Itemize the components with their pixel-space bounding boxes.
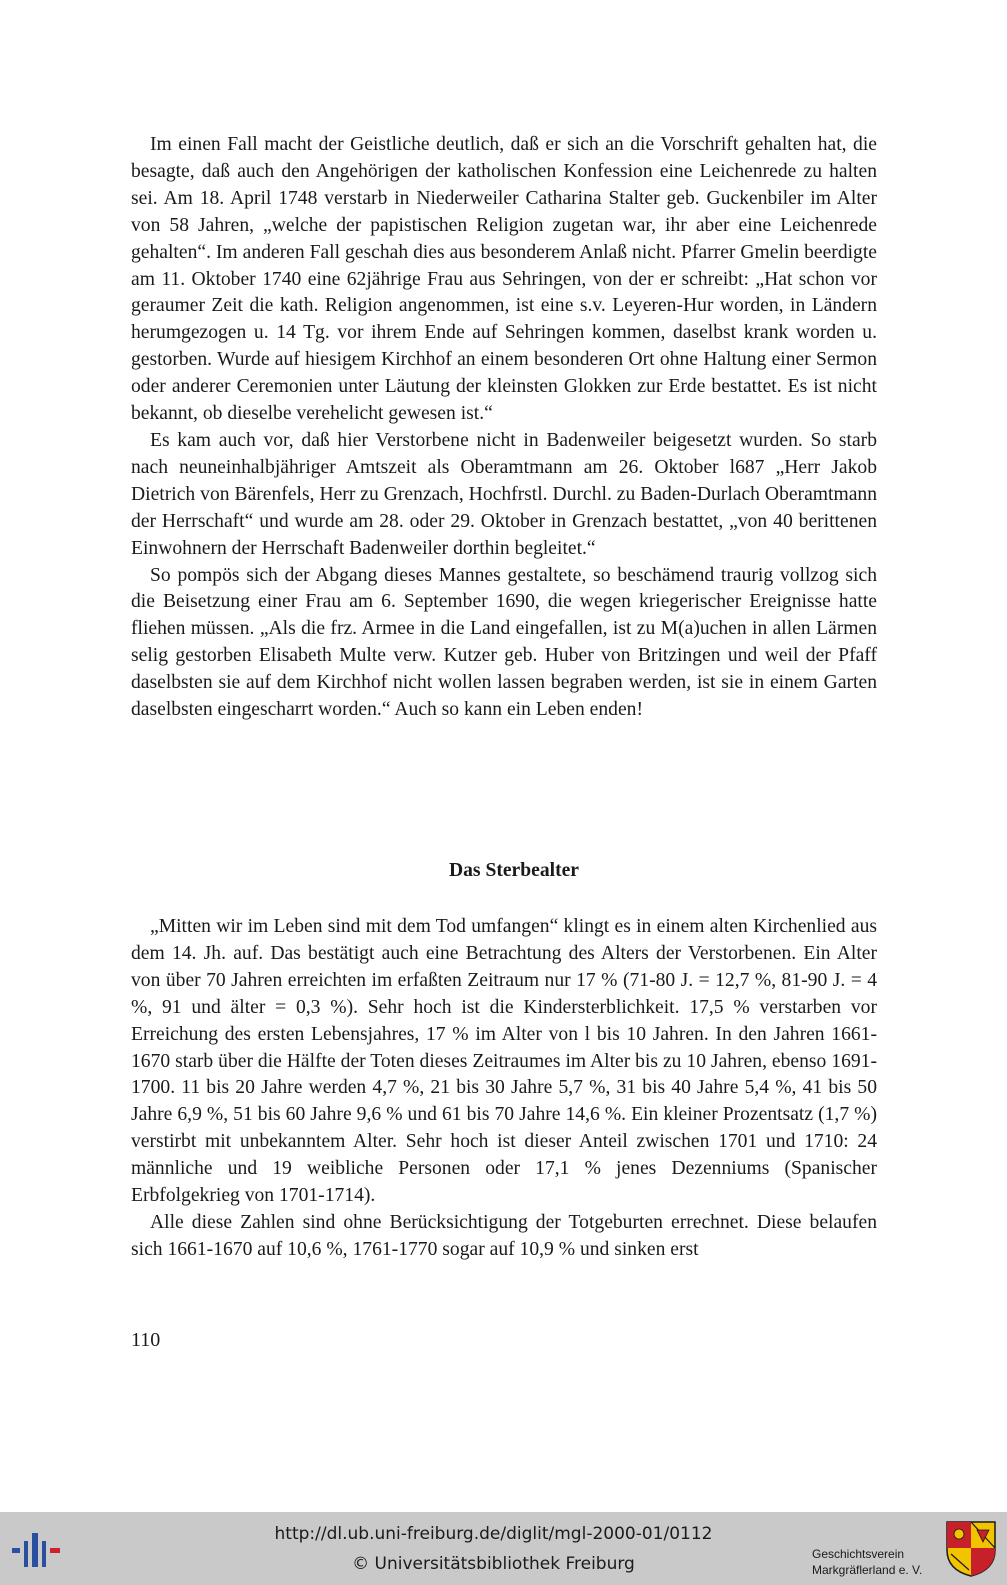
- footer-url-link[interactable]: http://dl.ub.uni-freiburg.de/diglit/mgl-2000-01/0112: [274, 1524, 713, 1544]
- paragraph-2: Es kam auch vor, daß hier Verstorbene nicht in Badenweiler beigesetzt wurden. So starb nach neuneinhalbjähriger Amtszeit als Oberamtmann am 26. Oktober l687 „Herr Jakob Dietrich von Bärenfels, Herr zu Grenzach, Hochfrstl. Durchl. zu Baden-Durlach Oberamtmann der Herrschaft“ und wurde am 28. oder 29. Oktober in Grenzach bestattet, „von 40 berittenen Einwohnern der Herrschaft Badenweiler dorthin begleitet.“: [131, 429, 877, 559]
- section-heading: Das Sterbealter: [448, 860, 580, 881]
- page-number: 110: [131, 1329, 161, 1351]
- footer-bar: [0, 1512, 1007, 1585]
- paragraph-3: So pompös sich der Abgang dieses Mannes gestaltete, so beschämend traurig vollzog sich die Beisetzung einer Frau am 6. September 1690, die wegen kriegerischer Ereignisse hatte fliehen müssen. „Als die frz. Armee in die Land eingefallen, ist zu M(a)uchen in allen Lärmen selig gestorben Elisabeth Multe verw. Kutzer geb. Huber von Britzingen und weil der Pfaff daselbsten sie auf dem Kirchhof nicht wollen lassen begraben werden, ist sie in einem Garten daselbsten eingescharrt worden.“ Auch so kann ein Leben enden!: [131, 564, 877, 721]
- paragraph-1: Im einen Fall macht der Geistliche deutlich, daß er sich an die Vorschrift gehalten hat, die besagte, daß auch den Angehörigen der katholischen Konfession eine Leichenrede zu halten sei. Am 18. April 1748 verstarb in Niederweiler Catharina Stalter geb. Guckenbiler im Alter von 58 Jahren, „welche der papistischen Religion zugetan war, ihr aber eine Leichenrede gehalten“. Im anderen Fall geschah dies aus besonderem Anlaß nicht. Pfarrer Gmelin beerdigte am 11. Oktober 1740 eine 62jährige Frau aus Sehringen, von der er schreibt: „Hat schon vor geraumer Zeit die kath. Religion angenommen, ist eine s.v. Leyeren-Hur worden, in Ländern herumgezogen u. 14 Tg. vor ihrem Ende auf Sehringen kommen, daselbst krank worden u. gestorben. Wurde auf hiesigem Kirchhof an einem besonderen Ort ohne Haltung einer Sermon oder anderer Ceremonien unter Läutung der kleinsten Glokken zur Erde bestattet. Es ist nicht bekannt, ob dieselbe verehelicht gewesen ist.“: [131, 134, 877, 425]
- society-name: [812, 1546, 922, 1578]
- society-name-line1: Geschichtsverein: [812, 1547, 905, 1561]
- society-name-line2: Markgräflerland e. V.: [812, 1563, 923, 1577]
- coat-of-arms-icon[interactable]: [945, 1520, 997, 1578]
- footer-copyright: © Universitätsbibliothek Freiburg: [352, 1554, 635, 1574]
- section-text: [131, 914, 877, 1264]
- body-text: [131, 132, 877, 724]
- section-paragraph-2: Alle diese Zahlen sind ohne Berücksichtigung der Totgeburten errechnet. Diese belaufen sich 1661-1670 auf 10,6 %, 1761-1770 sogar auf 10,9 % und sinken erst: [131, 1211, 877, 1260]
- section-paragraph-1: „Mitten wir im Leben sind mit dem Tod umfangen“ klingt es in einem alten Kirchenlied aus dem 14. Jh. auf. Das bestätigt auch eine Betrachtung des Alters der Verstorbenen. Ein Alter von über 70 Jahren erreichten im erfaßten Zeitraum nur 17 % (71-80 J. = 12,7 %, 81-90 J. = 4 %, 91 und älter = 0,3 %). Sehr hoch ist die Kindersterblichkeit. 17,5 % verstarben vor Erreichung des ersten Lebensjahres, 17 % im Alter von l bis 10 Jahren. In den Jahren 1661-1670 starb über die Hälfte der Toten dieses Zeitraumes im Alter bis zu 10 Jahren, ebenso 1691-1700. 11 bis 20 Jahre werden 4,7 %, 21 bis 30 Jahre 5,7 %, 31 bis 40 Jahre 5,4 %, 41 bis 50 Jahre 6,9 %, 51 bis 60 Jahre 9,6 % und 61 bis 70 Jahre 14,6 %. Ein kleiner Prozentsatz (1,7 %) verstirbt mit unbekanntem Alter. Sehr hoch ist dieser Anteil zwischen 1701 und 1710: 24 männliche und 19 weibliche Personen oder 17,1 % jenes Dezenniums (Spanischer Erbfolgekrieg von 1701-1714).: [131, 916, 877, 1207]
